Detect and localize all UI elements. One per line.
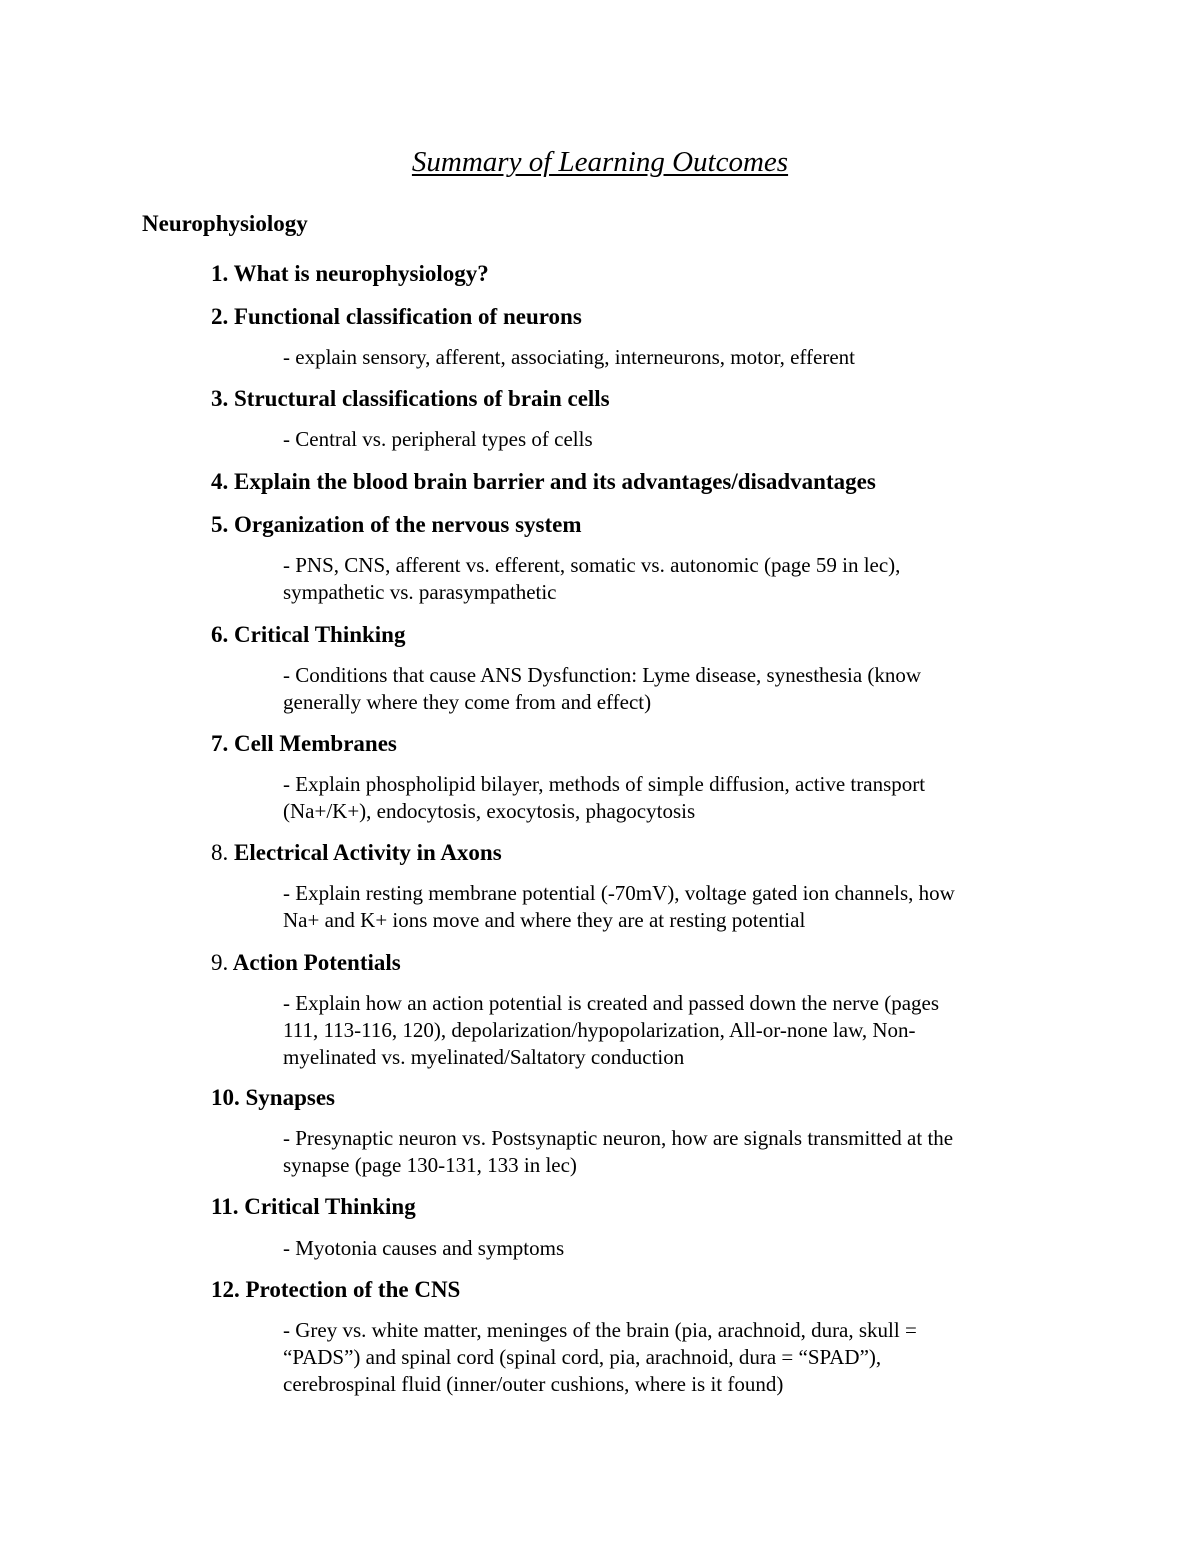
outcome-description-10 bbox=[283, 1125, 1058, 1179]
description-line: “PADS”) and spinal cord (spinal cord, pia, arachnoid, dura = “SPAD”), bbox=[283, 1345, 882, 1369]
description-line: - explain sensory, afferent, associating, interneurons, motor, efferent bbox=[283, 345, 855, 369]
outcome-title: Organization of the nervous system bbox=[234, 512, 582, 537]
description-line: - Central vs. peripheral types of cells bbox=[283, 427, 593, 451]
outcome-title: What is neurophysiology? bbox=[233, 261, 489, 286]
outcome-number: 9. bbox=[211, 950, 229, 975]
outcome-heading-3 bbox=[211, 384, 610, 414]
outcome-title: Electrical Activity in Axons bbox=[234, 840, 502, 865]
description-line: 111, 113-116, 120), depolarization/hypopolarization, All-or-none law, Non- bbox=[283, 1018, 916, 1042]
description-line: - Explain resting membrane potential (-70mV), voltage gated ion channels, how bbox=[283, 881, 955, 905]
description-line: synapse (page 130-131, 133 in lec) bbox=[283, 1153, 577, 1177]
outcome-number: 10. bbox=[211, 1085, 240, 1110]
outcome-heading-11 bbox=[211, 1192, 416, 1222]
outcome-heading-9 bbox=[211, 948, 401, 978]
document-title: Summary of Learning Outcomes bbox=[411, 146, 789, 178]
description-line: - PNS, CNS, afferent vs. efferent, somatic vs. autonomic (page 59 in lec), bbox=[283, 553, 901, 577]
outcome-number: 4. bbox=[211, 469, 229, 494]
description-line: (Na+/K+), endocytosis, exocytosis, phagocytosis bbox=[283, 799, 696, 823]
outcome-description-6 bbox=[283, 662, 1058, 716]
section-heading: Neurophysiology bbox=[142, 211, 308, 236]
description-line: - Explain how an action potential is created and passed down the nerve (pages bbox=[283, 991, 940, 1015]
outcome-title: Action Potentials bbox=[232, 950, 401, 975]
outcome-heading-12 bbox=[211, 1275, 460, 1305]
description-line: - Presynaptic neuron vs. Postsynaptic neuron, how are signals transmitted at the bbox=[283, 1126, 954, 1150]
outcome-title: Critical Thinking bbox=[244, 1194, 416, 1219]
outcome-heading-2 bbox=[211, 302, 582, 332]
description-line: generally where they come from and effect) bbox=[283, 690, 652, 714]
outcome-heading-7 bbox=[211, 729, 397, 759]
outcome-heading-10 bbox=[211, 1083, 335, 1113]
outcome-number: 5. bbox=[211, 512, 229, 537]
outcome-heading-8 bbox=[211, 838, 502, 868]
description-line: - Myotonia causes and symptoms bbox=[283, 1236, 565, 1260]
outcome-heading-6 bbox=[211, 620, 405, 650]
outcome-title: Protection of the CNS bbox=[245, 1277, 461, 1302]
outcome-number: 11. bbox=[211, 1194, 239, 1219]
outcome-title: Critical Thinking bbox=[234, 622, 406, 647]
outcome-number: 2. bbox=[211, 304, 229, 329]
outcome-description-5 bbox=[283, 552, 1058, 606]
description-line: - Conditions that cause ANS Dysfunction: Lyme disease, synesthesia (know bbox=[283, 663, 922, 687]
description-line: sympathetic vs. parasympathetic bbox=[283, 580, 557, 604]
outcome-description-2 bbox=[283, 344, 1058, 371]
description-line: - Explain phospholipid bilayer, methods of simple diffusion, active transport bbox=[283, 772, 926, 796]
outcome-description-11 bbox=[283, 1235, 1058, 1262]
description-line: cerebrospinal fluid (inner/outer cushions, where is it found) bbox=[283, 1372, 784, 1396]
description-line: Na+ and K+ ions move and where they are at resting potential bbox=[283, 908, 806, 932]
outcome-description-12 bbox=[283, 1317, 1058, 1398]
outcome-description-7 bbox=[283, 771, 1058, 825]
outcome-heading-5 bbox=[211, 510, 582, 540]
outcome-title: Explain the blood brain barrier and its advantages/disadvantages bbox=[234, 469, 876, 494]
description-line: - Grey vs. white matter, meninges of the brain (pia, arachnoid, dura, skull = bbox=[283, 1318, 917, 1342]
outcome-title: Structural classifications of brain cells bbox=[234, 386, 610, 411]
outcome-title: Synapses bbox=[245, 1085, 335, 1110]
outcome-number: 1. bbox=[211, 261, 229, 286]
outcome-title: Cell Membranes bbox=[234, 731, 397, 756]
outcome-number: 6. bbox=[211, 622, 229, 647]
outcome-title: Functional classification of neurons bbox=[234, 304, 582, 329]
outcome-description-9 bbox=[283, 990, 1058, 1071]
outcome-description-3 bbox=[283, 426, 1058, 453]
outcome-number: 8. bbox=[211, 840, 229, 865]
outcome-description-8 bbox=[283, 880, 1058, 934]
outcome-number: 12. bbox=[211, 1277, 240, 1302]
outcome-heading-1 bbox=[211, 259, 489, 289]
outcome-heading-4 bbox=[211, 467, 876, 497]
description-line: myelinated vs. myelinated/Saltatory conduction bbox=[283, 1045, 685, 1069]
outcome-number: 7. bbox=[211, 731, 229, 756]
outcome-number: 3. bbox=[211, 386, 229, 411]
